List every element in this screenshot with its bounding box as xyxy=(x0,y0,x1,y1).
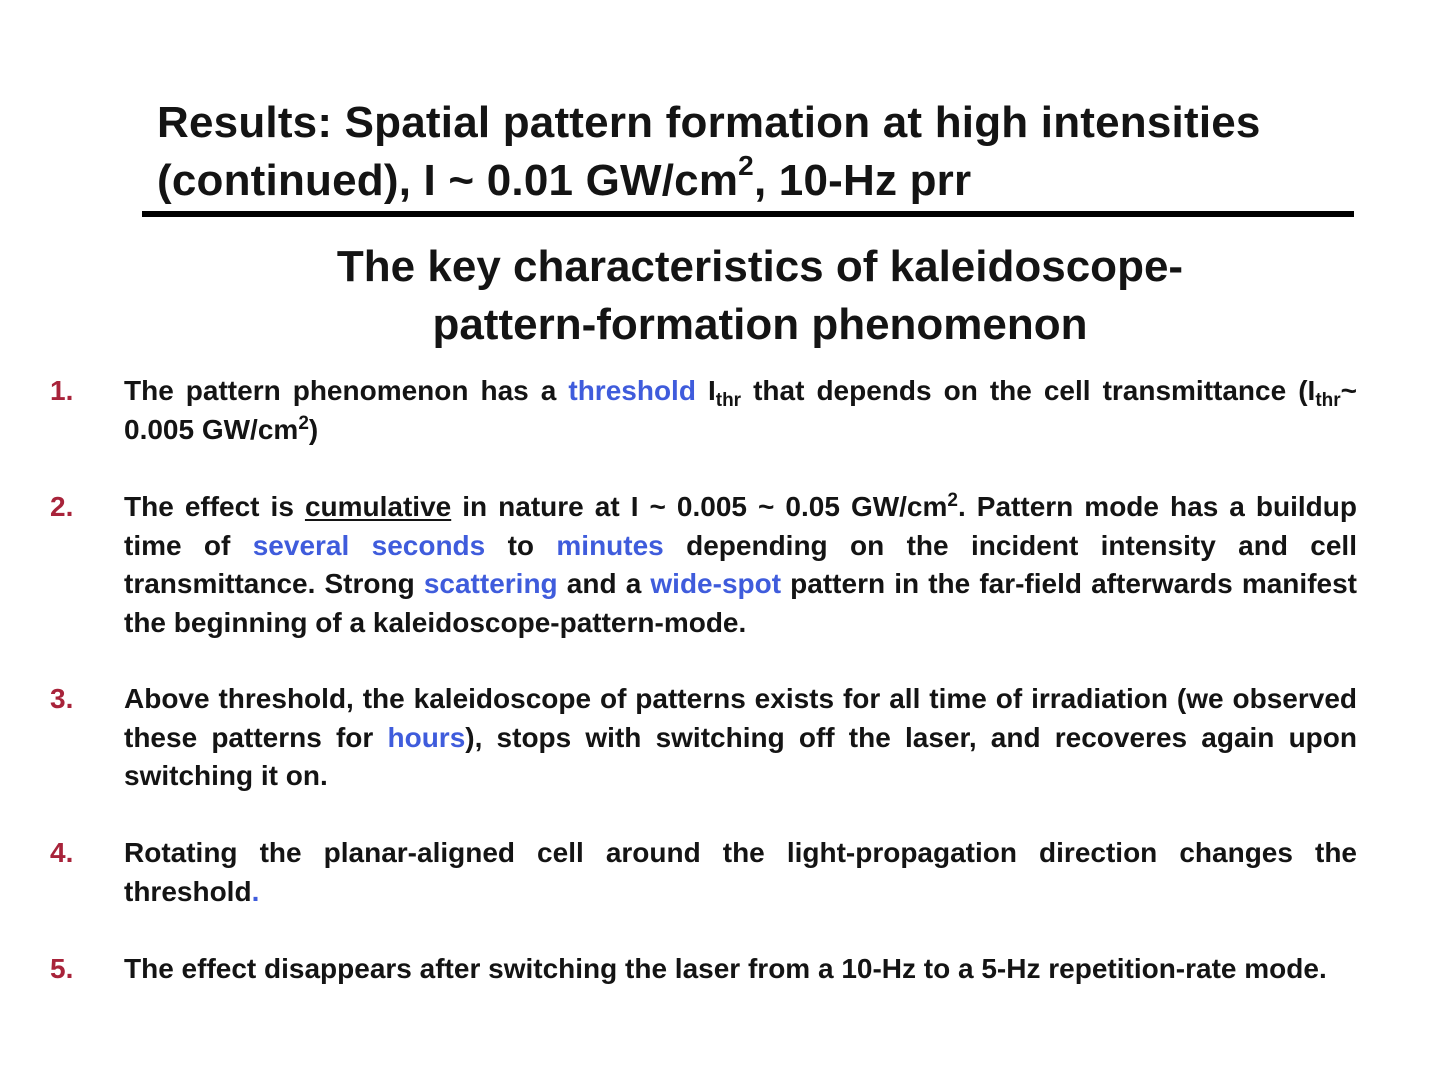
text-run: in nature at I ~ 0.005 ~ 0.05 GW/cm xyxy=(451,491,948,522)
list-item-number: 1. xyxy=(50,375,74,406)
subtitle-line-1: The key characteristics of kaleidoscope- xyxy=(336,242,1184,291)
list-item-text xyxy=(124,834,1357,911)
highlight-threshold: threshold xyxy=(568,375,696,406)
title-line-2 xyxy=(157,152,1357,210)
highlight-several-seconds: several seconds xyxy=(252,529,486,561)
slide-title xyxy=(157,94,1357,210)
subscript-thr: thr xyxy=(1315,390,1341,411)
text-run: The pattern phenomenon has a xyxy=(124,375,569,406)
list-item-number: 3. xyxy=(50,683,74,714)
list-item-number: 2. xyxy=(50,491,74,522)
title-line-1: Results: Spatial pattern formation at high intensities xyxy=(157,98,1261,147)
text-run: pattern in the far-field afterwards manifest the beginning of a kaleidoscope-pattern-mode. xyxy=(124,568,1357,638)
highlight-minutes: minutes xyxy=(556,529,664,561)
list-item-text xyxy=(124,950,1357,989)
text-run: to xyxy=(485,529,557,561)
title-line-2-text: (continued), I ~ 0.01 GW/cm xyxy=(157,156,739,205)
text-run: I xyxy=(695,375,716,406)
text-run: that depends on the cell transmittance (I xyxy=(741,375,1316,406)
text-run: ) xyxy=(308,413,319,445)
title-superscript: 2 xyxy=(738,150,754,182)
text-run: The effect disappears after switching the laser from a 10-Hz to a 5-Hz repetition-rate mode. xyxy=(124,953,1327,984)
text-run: The effect is xyxy=(124,491,305,522)
text-run: Above threshold, the kaleidoscope of patterns exists for all time of irradiation (we observed these patterns for xyxy=(124,683,1357,753)
list-item-text xyxy=(124,488,1357,642)
list-item-number: 5. xyxy=(50,953,74,984)
superscript: 2 xyxy=(298,412,309,434)
highlight-scattering: scattering xyxy=(423,568,558,599)
title-divider xyxy=(142,211,1354,217)
list-item-number: 4. xyxy=(50,837,74,868)
slide-subtitle xyxy=(290,238,1230,354)
highlight-period: . xyxy=(251,875,260,907)
text-run: ), stops with switching off the laser, and recoveres again upon switching it on. xyxy=(124,721,1357,791)
text-run: depending on the incident intensity and cell transmittance. Strong xyxy=(124,529,1357,599)
text-run: and a xyxy=(557,568,651,599)
list-item-text xyxy=(124,372,1357,449)
highlight-hours: hours xyxy=(387,721,466,753)
subtitle-line-2: pattern-formation phenomenon xyxy=(432,300,1088,349)
text-run: ~ 0.005 GW/cm xyxy=(124,375,1357,445)
text-run: Rotating the planar-aligned cell around the light-propagation direction changes the threshold xyxy=(124,837,1357,907)
subscript-thr: thr xyxy=(715,390,742,411)
list-item-text xyxy=(124,680,1357,796)
text-run: . Pattern mode has a buildup time of xyxy=(124,491,1357,561)
superscript: 2 xyxy=(947,490,958,511)
title-line-2-tail: , 10-Hz prr xyxy=(753,156,972,205)
underlined-cumulative: cumulative xyxy=(304,491,452,522)
highlight-wide-spot: wide-spot xyxy=(650,568,782,599)
